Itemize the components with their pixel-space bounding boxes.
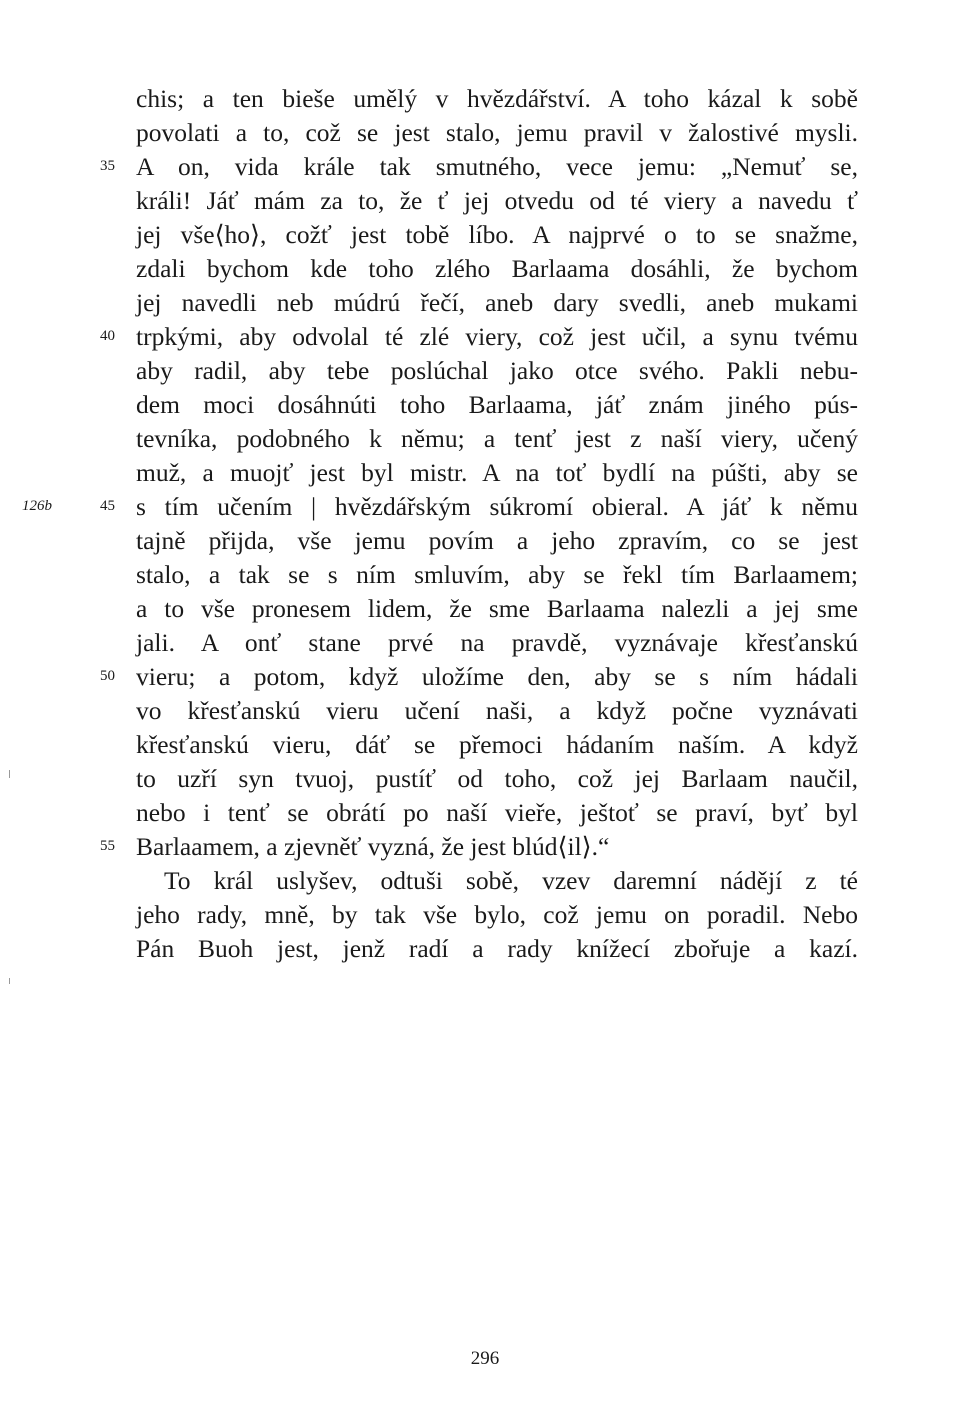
margin-tick	[9, 978, 10, 984]
text-line: jej vše⟨ho⟩, cožť jest tobě líbo. A najprvé o to se snažme,	[136, 220, 858, 249]
text-line: vo křesťanskú vieru učení naši, a když počne vyznávati	[136, 696, 858, 725]
text-line: nebo i tenť se obrátí po naší vieře, ještoť se praví, byť byl	[136, 798, 858, 827]
line-number: 55	[100, 838, 115, 854]
line-number: 35	[100, 158, 115, 174]
text-line: dem moci dosáhnúti toho Barlaama, jáť znám jiného pús-	[136, 390, 858, 419]
folio-mark: 126b	[22, 498, 52, 514]
text-line: tajně přijda, vše jemu povím a jeho zpravím, co se jest	[136, 526, 858, 555]
text-line: To král uslyšev, odtuši sobě, vzev daremní nádějí z té	[164, 866, 858, 895]
text-line: to uzří syn tvuoj, pustíť od toho, což jej Barlaam naučil,	[136, 764, 858, 793]
line-number: 50	[100, 668, 115, 684]
text-line: a to vše pronesem lidem, že sme Barlaama nalezli a jej sme	[136, 594, 858, 623]
text-line: muž, a muojť jest byl mistr. A na toť bydlí na púšti, aby se	[136, 458, 858, 487]
text-line: zdali bychom kde toho zlého Barlaama dosáhli, že bychom	[136, 254, 858, 283]
text-line: králi! Jáť mám za to, že ť jej otvedu od té viery a navedu ť	[136, 186, 858, 215]
text-line: chis; a ten bieše umělý v hvězdářství. A toho kázal k sobě	[136, 84, 858, 113]
line-number: 45	[100, 498, 115, 514]
text-line: trpkými, aby odvolal té zlé viery, což jest učil, a synu tvému	[136, 322, 858, 351]
text-line: Barlaamem, a zjevněť vyzná, že jest blúd⟨il⟩.“	[136, 832, 610, 861]
text-line: tevníka, podobného k němu; a tenť jest z naší viery, učený	[136, 424, 858, 453]
text-line: jali. A onť stane prvé na pravdě, vyznávaje křesťanskú	[136, 628, 858, 657]
text-line: jeho rady, mně, by tak vše bylo, což jemu on poradil. Nebo	[136, 900, 858, 929]
text-line: aby radil, aby tebe poslúchal jako otce svého. Pakli nebu-	[136, 356, 858, 385]
text-line: vieru; a potom, když uložíme den, aby se s ním hádali	[136, 662, 858, 691]
text-line: s tím učením | hvězdářským súkromí obieral. A jáť k němu	[136, 492, 858, 521]
line-number: 40	[100, 328, 115, 344]
text-line: jej navedli neb múdrú řečí, aneb dary svedli, aneb mukami	[136, 288, 858, 317]
text-line: povolati a to, což se jest stalo, jemu pravil v žalostivé mysli.	[136, 118, 858, 147]
text-line: stalo, a tak se s ním smluvím, aby se řekl tím Barlaamem;	[136, 560, 858, 589]
margin-tick	[9, 770, 10, 778]
text-line: křesťanskú vieru, dáť se přemoci hádaním naším. A když	[136, 730, 858, 759]
text-line: Pán Buoh jest, jenž radí a rady knížecí zbořuje a kazí.	[136, 934, 858, 963]
text-line: A on, vida krále tak smutného, vece jemu: „Nemuť se,	[136, 152, 858, 181]
page-number: 296	[470, 1348, 500, 1369]
